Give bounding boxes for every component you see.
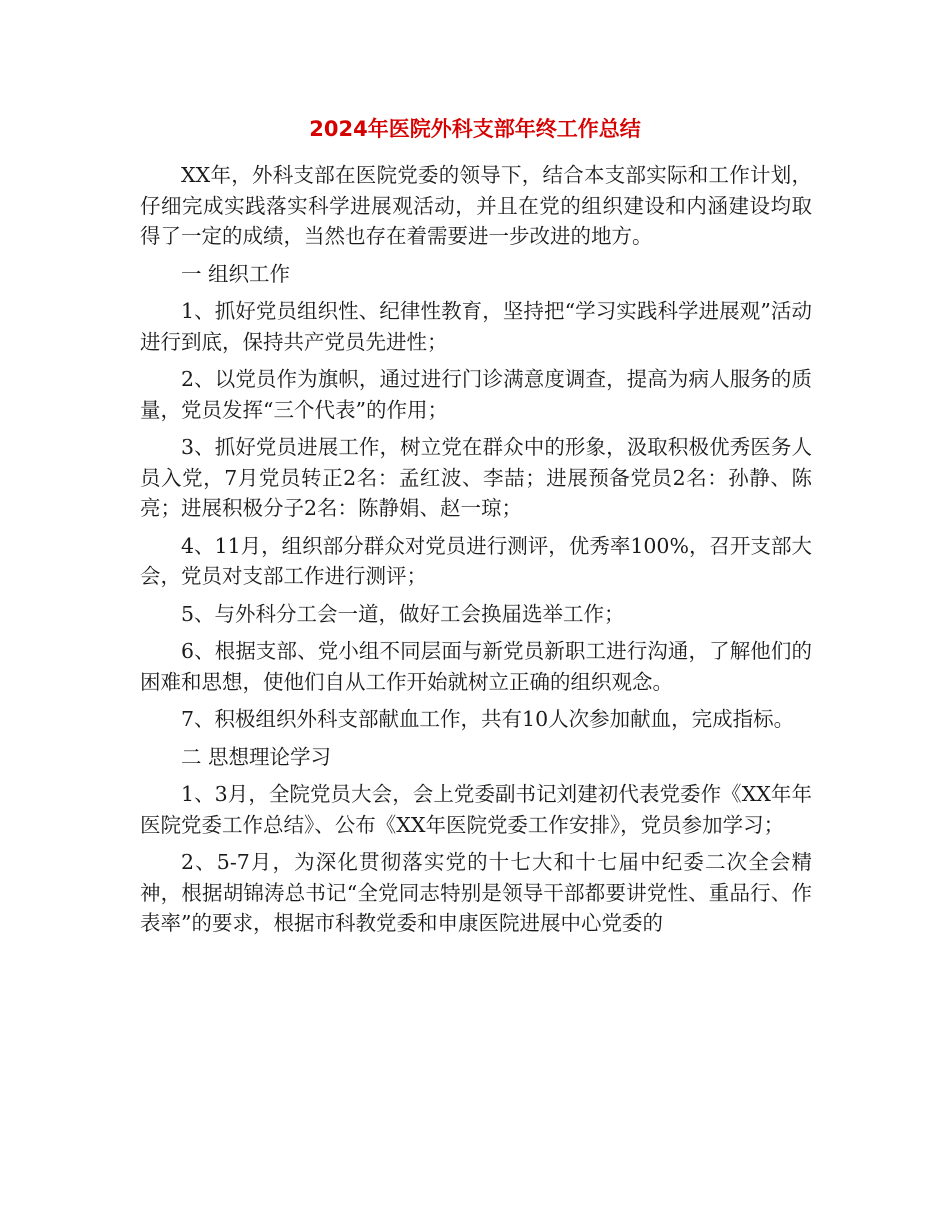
paragraph-study-item-1: 1、3月，全院党员大会，会上党委副书记刘建初代表党委作《XX年年医院党委工作总结》、公布《XX年医院党委工作安排》，党员参加学习； — [140, 782, 812, 837]
document-body — [140, 160, 812, 946]
intro-paragraph: XX年，外科支部在医院党委的领导下，结合本支部实际和工作计划，仔细完成实践落实科学进展观活动，并且在党的组织建设和内涵建设均取得了一定的成绩，当然也存在着需要进一步改进的地方。 — [140, 163, 812, 248]
paragraph-org-item-5: 5、与外科分工会一道，做好工会换届选举工作； — [181, 601, 625, 626]
section-heading-organization: 一 组织工作 — [181, 261, 291, 286]
paragraph-org-item-3: 3、抓好党员进展工作，树立党在群众中的形象，汲取积极优秀医务人员入党，7月党员转正2名：孟红波、李喆；进展预备党员2名：孙静、陈亮；进展积极分子2名：陈静娟、赵一琼； — [140, 435, 812, 520]
paragraph-org-item-1: 1、抓好党员组织性、纪律性教育，坚持把“学习实践科学进展观”活动进行到底，保持共产党员先进性； — [140, 299, 812, 354]
paragraph-org-item-7: 7、积极组织外科支部献血工作，共有10人次参加献血，完成指标。 — [181, 707, 795, 731]
paragraph-org-item-2: 2、以党员作为旗帜，通过进行门诊满意度调查，提高为病人服务的质量，党员发挥“三个代表”的作用； — [140, 367, 812, 422]
paragraph-org-item-6: 6、根据支部、党小组不同层面与新党员新职工进行沟通，了解他们的困难和思想，使他们自从工作开始就树立正确的组织观念。 — [140, 639, 812, 694]
document-title: 2024年医院外科支部年终工作总结 — [309, 117, 641, 141]
paragraph-org-item-4: 4、11月，组织部分群众对党员进行测评，优秀率100%，召开支部大会，党员对支部工作进行测评； — [140, 533, 812, 588]
paragraph-study-item-2: 2、5-7月，为深化贯彻落实党的十七大和十七届中纪委二次全会精神，根据胡锦涛总书记“全党同志特别是领导干部都要讲党性、重品行、作表率”的要求，根据市科教党委和申康医院进展中心党委的 — [140, 850, 812, 935]
section-heading-theory-study: 二 思想理论学习 — [181, 744, 332, 769]
